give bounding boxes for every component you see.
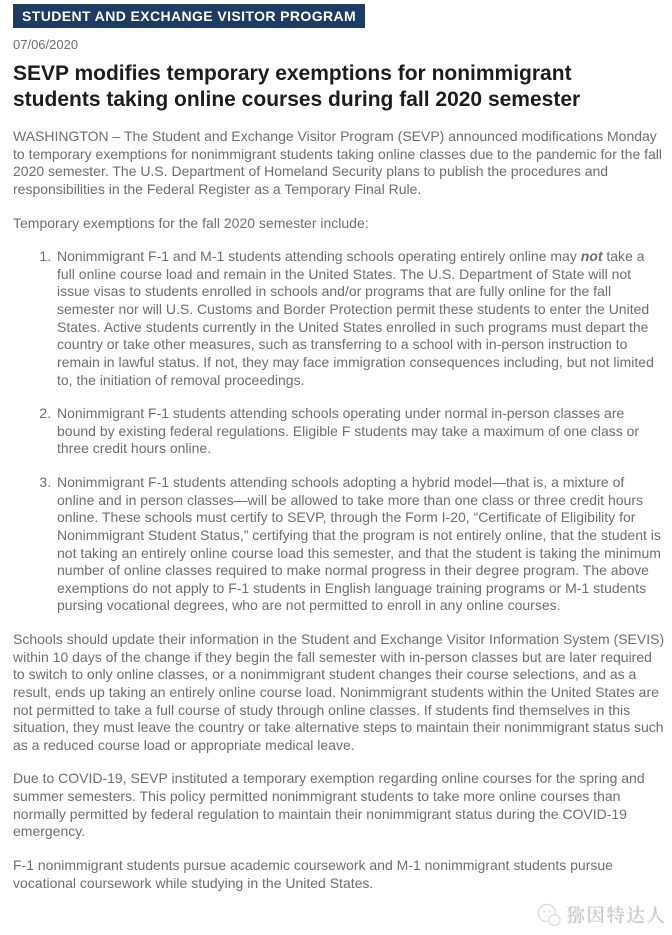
exemption-item-1-pre: Nonimmigrant F-1 and M-1 students attending schools operating entirely online may xyxy=(57,248,581,265)
exemptions-list xyxy=(13,248,665,615)
exemption-item-3: 3. Nonimmigrant F-1 students attending schools adopting a hybrid model—that is, a mixture of online and in person classes—will be allowed to take more than one class or three credit hours online. These schools must certify to SEVP, through the Form I-20, “Certificate of Eligibility for Nonimmigrant Student Status,” certifying that the program is not entirely online, that the student is not taking an entirely online course load this semester, and that the student is taking the minimum number of online classes required to make normal progress in their degree program. The above exemptions do not apply to F-1 students in English language training programs or M-1 students pursing vocational degrees, who are not permitted to enroll in any online courses. xyxy=(55,474,665,615)
exemption-item-1 xyxy=(55,248,665,389)
publish-date: 07/06/2020 xyxy=(13,37,79,52)
watermark-text: 猕因特达人 xyxy=(567,906,667,926)
page-title: SEVP modifies temporary exemptions for nonimmigrant students taking online courses during fall 2020 semester xyxy=(13,62,581,112)
program-banner xyxy=(13,4,365,28)
wechat-icon xyxy=(536,902,562,928)
exemption-item-1-emphasis: not xyxy=(580,248,603,265)
exemption-item-2: 2. Nonimmigrant F-1 students attending schools operating under normal in-person classes are bound by existing federal regulations. Eligible F students may take a maximum of one class or three credit hours online. xyxy=(55,405,665,458)
program-banner-label: STUDENT AND EXCHANGE VISITOR PROGRAM xyxy=(22,8,357,24)
covid-paragraph: Due to COVID-19, SEVP instituted a temporary exemption regarding online courses for the spring and summer semesters. This policy permitted nonimmigrant students to take more online courses than normally permitted by federal regulation to maintain their nonimmigrant status during the COVID-19 emergency. xyxy=(13,770,645,840)
watermark xyxy=(536,902,667,928)
list-lead-paragraph: Temporary exemptions for the fall 2020 semester include: xyxy=(13,214,369,231)
closing-paragraph: F-1 nonimmigrant students pursue academic coursework and M-1 nonimmigrant students pursue vocational coursework while studying in the United States. xyxy=(13,856,613,891)
sevis-paragraph: Schools should update their information in the Student and Exchange Visitor Information System (SEVIS) within 10 days of the change if they begin the fall semester with in-person classes but are later required to switch to only online classes, or a nonimmigrant student changes their course selections, and as a result, ends up taking an entirely online course load. Nonimmigrant students within the United States are not permitted to take a full course of study through online classes. If students find themselves in this situation, they must leave the country or take alternative steps to maintain their nonimmigrant status such as a reduced course load or appropriate medical leave. xyxy=(13,631,665,753)
exemption-item-1-post: take a full online course load and remain in the United States. The U.S. Department of State will not issue visas to students enrolled in schools and/or programs that are fully online for the fall semester nor will U.S. Customs and Border Protection permit these students to enter the United States. Active students currently in the United States enrolled in such programs must depart the country or take other measures, such as transferring to a school with in-person instruction to remain in lawful status. If not, they may face immigration consequences including, but not limited to, the initiation of removal proceedings. xyxy=(57,248,654,388)
intro-paragraph: WASHINGTON – The Student and Exchange Visitor Program (SEVP) announced modifications Monday to temporary exemptions for nonimmigrant students taking online classes due to the pandemic for the fall 2020 semester. The U.S. Department of Homeland Security plans to publish the procedures and responsibilities in the Federal Register as a Temporary Final Rule. xyxy=(13,128,663,197)
